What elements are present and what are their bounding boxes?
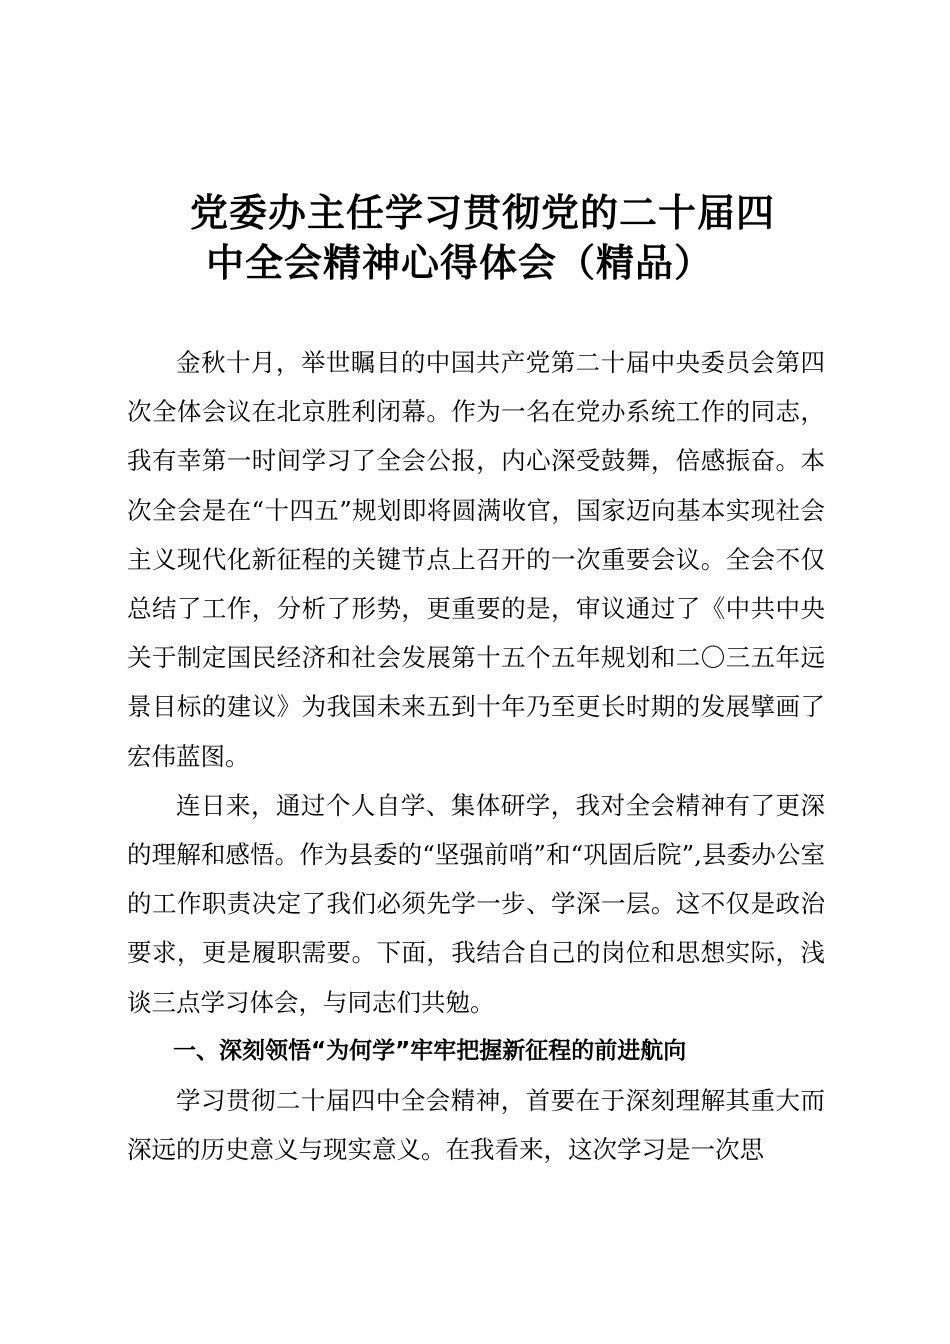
title-line-2: 中全会精神心得体会（精品） <box>206 241 714 285</box>
paragraph-section-1: 学习贯彻二十届四中全会精神，首要在于深刻理解其重大而深远的历史意义与现实意义。在我看来，这次学习是一次思 <box>127 1086 825 1165</box>
section-heading-1: 一、深刻领悟“为何学”牢牢把握新征程的前进航向 <box>173 1037 687 1064</box>
paragraph-study: 连日来，通过个人自学、集体研学，我对全会精神有了更深的理解和感悟。作为县委的“坚强前哨”和“巩固后院”,县委办公室的工作职责决定了我们必须先学一步、学深一层。这不仅是政治要求，更是履职需要。下面，我结合自己的岗位和思想实际，浅谈三点学习体会，与同志们共勉。 <box>127 790 825 1017</box>
document-body <box>127 338 825 1174</box>
document-title <box>150 188 850 288</box>
paragraph-intro: 金秋十月，举世瞩目的中国共产党第二十届中央委员会第四次全体会议在北京胜利闭幕。作为一名在党办系统工作的同志，我有幸第一时间学习了全会公报，内心深受鼓舞，倍感振奋。本次全会是在“十四五”规划即将圆满收官，国家迈向基本实现社会主义现代化新征程的关键节点上召开的一次重要会议。全会不仅总结了工作，分析了形势，更重要的是，审议通过了《中共中央关于制定国民经济和社会发展第十五个五年规划和二〇三五年远景目标的建议》为我国未来五到十年乃至更长时期的发展擘画了宏伟蓝图。 <box>127 348 825 771</box>
title-line-1: 党委办主任学习贯彻党的二十届四 <box>190 191 776 235</box>
